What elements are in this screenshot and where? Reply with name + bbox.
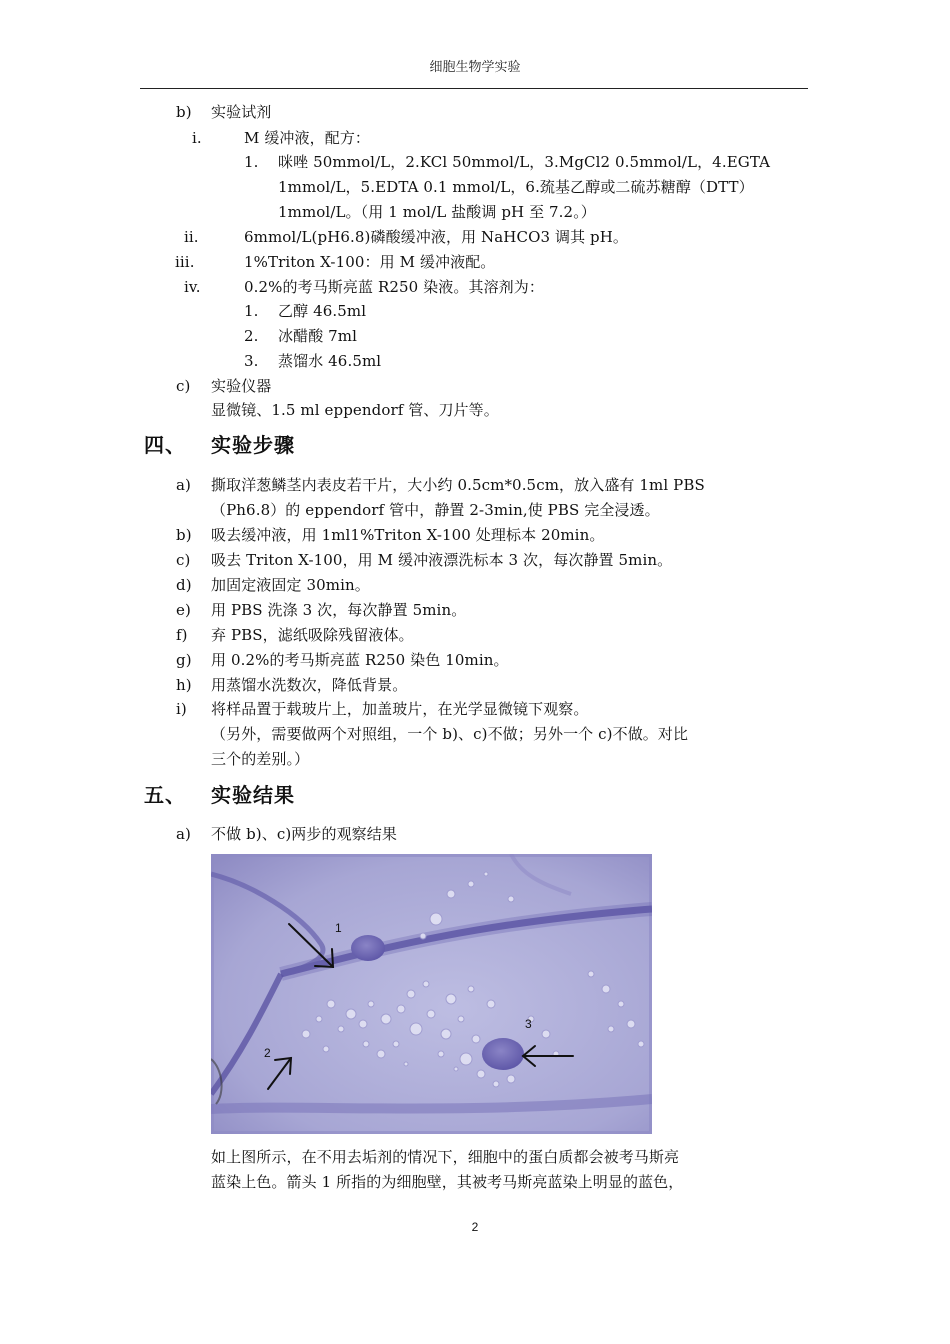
micrograph-image bbox=[211, 854, 652, 1134]
solvent-item: 冰醋酸 7ml bbox=[278, 327, 358, 345]
step-marker: e) bbox=[176, 601, 191, 619]
reagent-item-iv: 0.2%的考马斯亮蓝 R250 染液。其溶剂为： bbox=[244, 278, 544, 296]
step-text: 弃 PBS，滤纸吸除残留液体。 bbox=[211, 626, 414, 644]
caption-line: 蓝染上色。箭头 1 所指的为细胞壁，其被考马斯亮蓝染上明显的蓝色， bbox=[211, 1173, 684, 1191]
step-text: 三个的差别。） bbox=[211, 750, 310, 768]
figure-label-1: 1 bbox=[335, 921, 342, 935]
result-marker: a) bbox=[176, 825, 191, 843]
section-4-number: 四、 bbox=[144, 433, 186, 457]
step-marker: f) bbox=[176, 626, 188, 644]
reagent-marker-iv: iv. bbox=[184, 278, 201, 296]
step-text: 加固定液固定 30min。 bbox=[211, 576, 370, 594]
reagents-marker: b) bbox=[176, 103, 192, 121]
solvent-item: 乙醇 46.5ml bbox=[278, 302, 367, 320]
step-text: 将样品置于载玻片上，加盖玻片，在光学显微镜下观察。 bbox=[211, 700, 589, 718]
step-text: 吸去 Triton X-100，用 M 缓冲液漂洗标本 3 次，每次静置 5min。 bbox=[211, 551, 673, 569]
figure-label-2: 2 bbox=[264, 1046, 271, 1060]
micrograph-figure bbox=[211, 854, 652, 1134]
m-buffer-line: 1mmol/L。（用 1 mol/L 盐酸调 pH 至 7.2。） bbox=[278, 203, 596, 221]
m-buffer-marker: 1. bbox=[244, 153, 259, 171]
step-marker: g) bbox=[176, 651, 192, 669]
instruments-text: 显微镜、1.5 ml eppendorf 管、刀片等。 bbox=[211, 401, 499, 419]
step-text: 用 0.2%的考马斯亮蓝 R250 染色 10min。 bbox=[211, 651, 509, 669]
section-5-number: 五、 bbox=[144, 783, 186, 807]
page-number: 2 bbox=[471, 1220, 479, 1234]
reagent-item-i: M 缓冲液，配方： bbox=[244, 129, 371, 147]
reagent-marker-i: i. bbox=[192, 129, 202, 147]
solvent-marker: 3. bbox=[244, 352, 259, 370]
step-marker: h) bbox=[176, 676, 192, 694]
solvent-marker: 2. bbox=[244, 327, 259, 345]
step-marker: c) bbox=[176, 551, 191, 569]
header-rule bbox=[140, 88, 808, 89]
step-text: （另外，需要做两个对照组，一个 b)、c)不做；另外一个 c)不做。对比 bbox=[211, 725, 689, 743]
running-header: 细胞生物学实验 bbox=[429, 60, 521, 75]
figure-label-3: 3 bbox=[525, 1017, 532, 1031]
reagent-item-ii: 6mmol/L(pH6.8)磷酸缓冲液，用 NaHCO3 调其 pH。 bbox=[244, 228, 629, 246]
step-text: 用蒸馏水洗数次，降低背景。 bbox=[211, 676, 408, 694]
step-marker: a) bbox=[176, 476, 191, 494]
step-text: 撕取洋葱鳞茎内表皮若干片，大小约 0.5cm*0.5cm，放入盛有 1ml PBS bbox=[211, 476, 705, 494]
step-text: 吸去缓冲液，用 1ml1%Triton X-100 处理标本 20min。 bbox=[211, 526, 605, 544]
reagents-heading: 实验试剂 bbox=[211, 103, 272, 121]
section-4-title: 实验步骤 bbox=[211, 433, 295, 457]
m-buffer-line: 咪唑 50mmol/L，2.KCl 50mmol/L，3.MgCl2 0.5mmol/L，4.EGTA bbox=[278, 153, 771, 171]
instruments-marker: c) bbox=[176, 377, 191, 395]
step-marker: b) bbox=[176, 526, 192, 544]
step-text: 用 PBS 洗涤 3 次，每次静置 5min。 bbox=[211, 601, 467, 619]
step-marker: d) bbox=[176, 576, 192, 594]
step-marker: i) bbox=[176, 700, 187, 718]
section-5-title: 实验结果 bbox=[211, 783, 295, 807]
solvent-item: 蒸馏水 46.5ml bbox=[278, 352, 382, 370]
reagent-item-iii: 1%Triton X-100：用 M 缓冲液配。 bbox=[244, 253, 496, 271]
solvent-marker: 1. bbox=[244, 302, 259, 320]
reagent-marker-iii: iii. bbox=[175, 253, 195, 271]
instruments-heading: 实验仪器 bbox=[211, 377, 272, 395]
result-item-text: 不做 b)、c)两步的观察结果 bbox=[211, 825, 397, 843]
step-text: （Ph6.8）的 eppendorf 管中，静置 2-3min,使 PBS 完全浸透。 bbox=[211, 501, 660, 519]
reagent-marker-ii: ii. bbox=[184, 228, 199, 246]
caption-line: 如上图所示，在不用去垢剂的情况下，细胞中的蛋白质都会被考马斯亮 bbox=[211, 1148, 680, 1166]
m-buffer-line: 1mmol/L，5.EDTA 0.1 mmol/L，6.巯基乙醇或二硫苏糖醇（DTT） bbox=[278, 178, 754, 196]
